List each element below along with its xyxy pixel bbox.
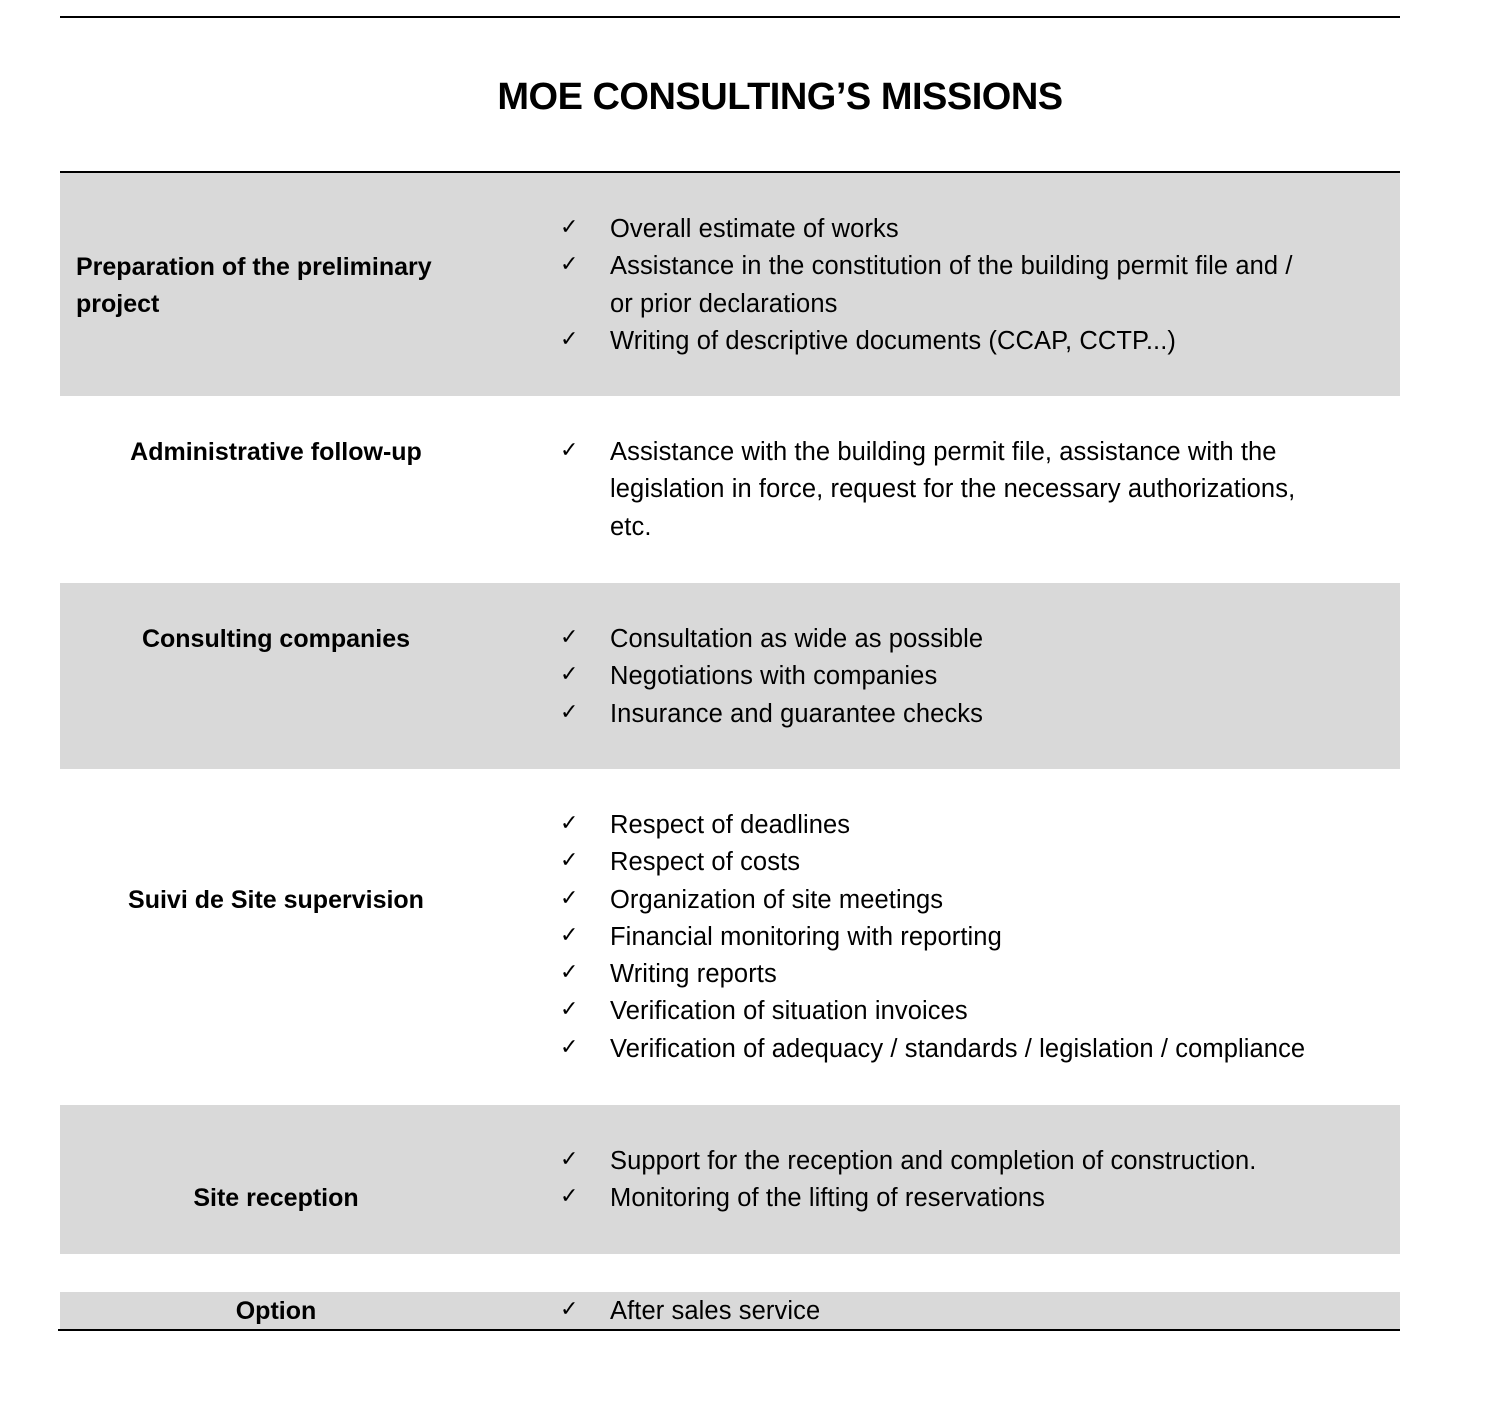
checkmark-icon: ✓ [560, 1147, 579, 1172]
checkmark-icon: ✓ [560, 1184, 579, 1210]
checkmark-icon: ✓ [560, 438, 579, 463]
mission-label: Consulting companies [141, 625, 411, 653]
mission-item [60, 1293, 1390, 1330]
mission-items [60, 1143, 1390, 1218]
checkmark-icon: ✓ [560, 252, 579, 278]
mission-item [60, 1143, 1390, 1180]
mission-item-text: Consultation as wide as possible [610, 625, 984, 653]
mission-item-text: Insurance and guarantee checks [610, 699, 983, 728]
checkmark-icon: ✓ [560, 848, 579, 874]
mission-item [60, 211, 1390, 248]
mission-item-text: Financial monitoring with reporting [610, 922, 1002, 951]
mission-row-consulting [60, 583, 1400, 769]
mission-item-text: After sales service [610, 1297, 821, 1325]
mission-item [60, 658, 1390, 695]
mission-item-text: Overall estimate of works [610, 215, 899, 243]
mission-item [60, 807, 1390, 844]
mission-item-text: Assistance with the building permit file, assistance with the [610, 438, 1277, 466]
mission-item-text: Respect of deadlines [610, 811, 851, 839]
mission-item [60, 696, 1390, 733]
checkmark-icon: ✓ [560, 885, 579, 911]
mission-item-text: Support for the reception and completion of construction. [610, 1147, 1257, 1175]
checkmark-icon: ✓ [560, 960, 579, 986]
mission-items [60, 211, 1390, 360]
mission-item-text: Assistance in the constitution of the building permit file and / [610, 252, 1293, 281]
mission-row-supervision [60, 769, 1400, 1105]
mission-row-administrative [60, 396, 1400, 583]
mission-items [60, 434, 1390, 546]
mission-item-text: Respect of costs [610, 848, 801, 877]
mission-item [60, 882, 1390, 919]
mission-item [60, 1031, 1390, 1068]
mission-item [60, 956, 1390, 993]
mission-label-line: Preparation of the preliminary [76, 253, 432, 281]
mission-item [60, 323, 1390, 360]
mission-item-text: Organization of site meetings [610, 885, 944, 914]
mission-item-text: Writing of descriptive documents (CCAP, CCTP...) [610, 326, 1176, 355]
mission-label: Option [235, 1297, 317, 1325]
mission-label-line: project [76, 290, 160, 318]
checkmark-icon: ✓ [560, 1297, 579, 1322]
mission-item [60, 993, 1390, 1030]
mission-row-option [60, 1292, 1400, 1329]
mission-item-text: Negotiations with companies [610, 662, 938, 691]
checkmark-icon: ✓ [560, 326, 579, 352]
mission-label: Suivi de Site supervision [128, 886, 424, 914]
mission-item-text: Verification of adequacy / standards / legislation / compliance [610, 1034, 1306, 1063]
table-bottom-rule [58, 1329, 1400, 1331]
checkmark-icon: ✓ [560, 811, 579, 836]
mission-item [60, 621, 1390, 658]
mission-item-text: Monitoring of the lifting of reservations [610, 1184, 1045, 1213]
mission-item-text-continued: or prior declarations [610, 289, 838, 318]
checkmark-icon: ✓ [560, 662, 579, 688]
mission-item [60, 1180, 1390, 1217]
mission-item-text-continued: legislation in force, request for the necessary authorizations, [610, 475, 1296, 504]
mission-item-text-continued: etc. [610, 512, 652, 541]
mission-items [60, 807, 1390, 1068]
mission-item [60, 919, 1390, 956]
checkmark-icon: ✓ [560, 997, 579, 1023]
mission-item [60, 434, 1390, 546]
checkmark-icon: ✓ [560, 625, 579, 650]
mission-items [60, 621, 1390, 733]
mission-row-preparation [60, 173, 1400, 396]
checkmark-icon: ✓ [560, 699, 579, 725]
mission-items [60, 1293, 1390, 1330]
mission-item-text: Verification of situation invoices [610, 997, 968, 1026]
mission-item [60, 844, 1390, 881]
mission-label: Site reception [193, 1184, 359, 1212]
checkmark-icon: ✓ [560, 1034, 579, 1060]
checkmark-icon: ✓ [560, 922, 579, 948]
page-title: MOE CONSULTING’S MISSIONS [497, 76, 1063, 118]
top-rule [60, 16, 1400, 18]
mission-item-text: Writing reports [610, 960, 777, 989]
mission-label: Administrative follow-up [130, 438, 422, 466]
mission-row-reception [60, 1105, 1400, 1254]
checkmark-icon: ✓ [560, 215, 579, 240]
mission-item [60, 248, 1390, 323]
